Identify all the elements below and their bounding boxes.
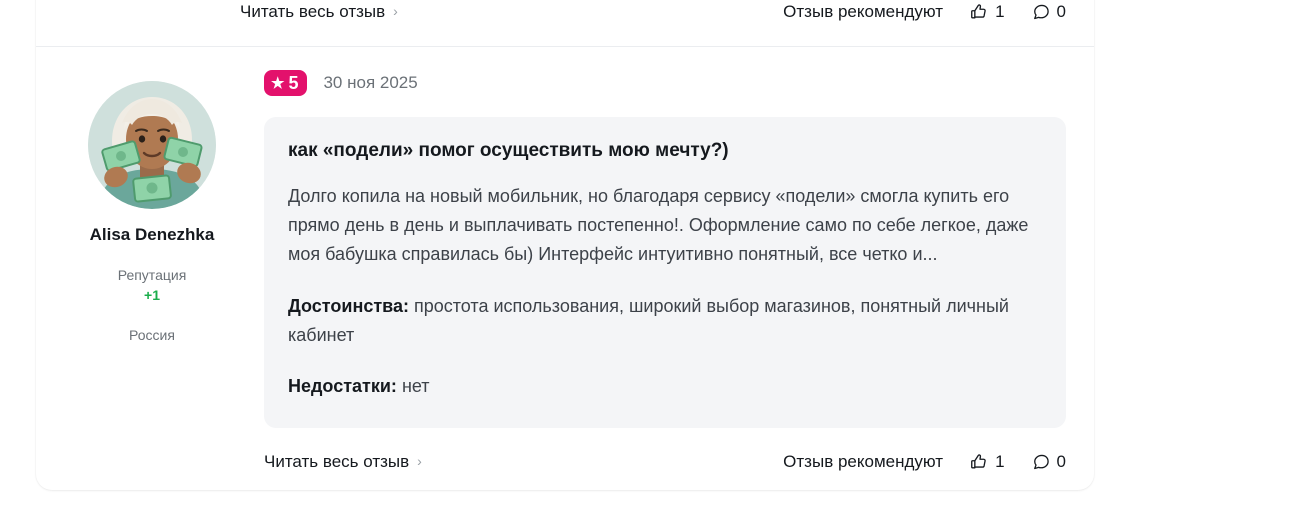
review-footer-actions xyxy=(783,452,1066,472)
like-counter[interactable] xyxy=(969,452,1004,472)
review-footer xyxy=(264,434,1066,490)
recommend-label-partial: Отзыв рекомендуют xyxy=(783,2,944,21)
star-icon: ★ xyxy=(271,74,285,92)
review-text: Долго копила на новый мобильник, но благодаря сервису «подели» смогла купить его прямо день в день и выплачивать постепенно!. Оформление само по себе легкое, даже моя бабушка справилась бы) Интерфейс интуитивно понятный, все четко и... xyxy=(288,185,1029,265)
thumbs-up-icon xyxy=(969,2,989,22)
review-footer-actions-partial xyxy=(783,2,1066,22)
reputation-label: Репутация xyxy=(117,267,187,284)
read-full-review-link[interactable] xyxy=(264,452,422,472)
comment-counter-partial[interactable] xyxy=(1031,2,1066,22)
review-author xyxy=(64,65,240,490)
rating-badge xyxy=(264,70,307,96)
comment-count: 0 xyxy=(1056,451,1066,471)
review-meta xyxy=(264,65,1066,101)
comment-bubble-icon xyxy=(1031,2,1051,22)
read-full-review-label: Читать весь отзыв xyxy=(240,2,386,21)
review-pros xyxy=(288,292,1042,351)
read-full-review-label: Читать весь отзыв xyxy=(264,451,410,471)
review-body xyxy=(264,117,1066,428)
reviews-card xyxy=(36,0,1094,490)
cons-label: Недостатки: xyxy=(288,376,397,397)
review-title: как «подели» помог осуществить мою мечту?) xyxy=(288,140,729,161)
chevron-right-icon: › xyxy=(393,3,398,19)
review-date: 30 ноя 2025 xyxy=(323,73,418,92)
review-item xyxy=(36,47,1094,490)
review-footer-row xyxy=(264,434,1066,490)
review-footer-partial xyxy=(36,0,1094,40)
review-item-partial xyxy=(36,0,1094,47)
thumbs-up-icon xyxy=(969,452,989,472)
review-cons xyxy=(288,372,1042,401)
like-count-partial: 1 xyxy=(995,2,1005,21)
comment-count-partial: 0 xyxy=(1056,2,1066,21)
reputation-value: +1 xyxy=(144,287,160,304)
recommend-label: Отзыв рекомендуют xyxy=(783,451,944,471)
rating-value: 5 xyxy=(288,73,299,93)
avatar[interactable] xyxy=(88,81,216,209)
pros-text: простота использования, широкий выбор магазинов, понятный личный кабинет xyxy=(288,295,1009,345)
pros-label: Достоинства: xyxy=(288,295,409,316)
comment-counter[interactable] xyxy=(1031,452,1066,472)
author-name[interactable]: Alisa Denezhka xyxy=(89,225,215,244)
avatar-illustration-icon xyxy=(88,81,216,209)
review-content xyxy=(240,65,1066,490)
read-full-review-link-partial[interactable] xyxy=(240,2,398,22)
like-counter-partial[interactable] xyxy=(969,2,1004,22)
comment-bubble-icon xyxy=(1031,452,1051,472)
chevron-right-icon: › xyxy=(417,452,422,469)
cons-text: нет xyxy=(401,376,430,397)
author-country: Россия xyxy=(129,327,175,344)
like-count: 1 xyxy=(995,451,1005,471)
